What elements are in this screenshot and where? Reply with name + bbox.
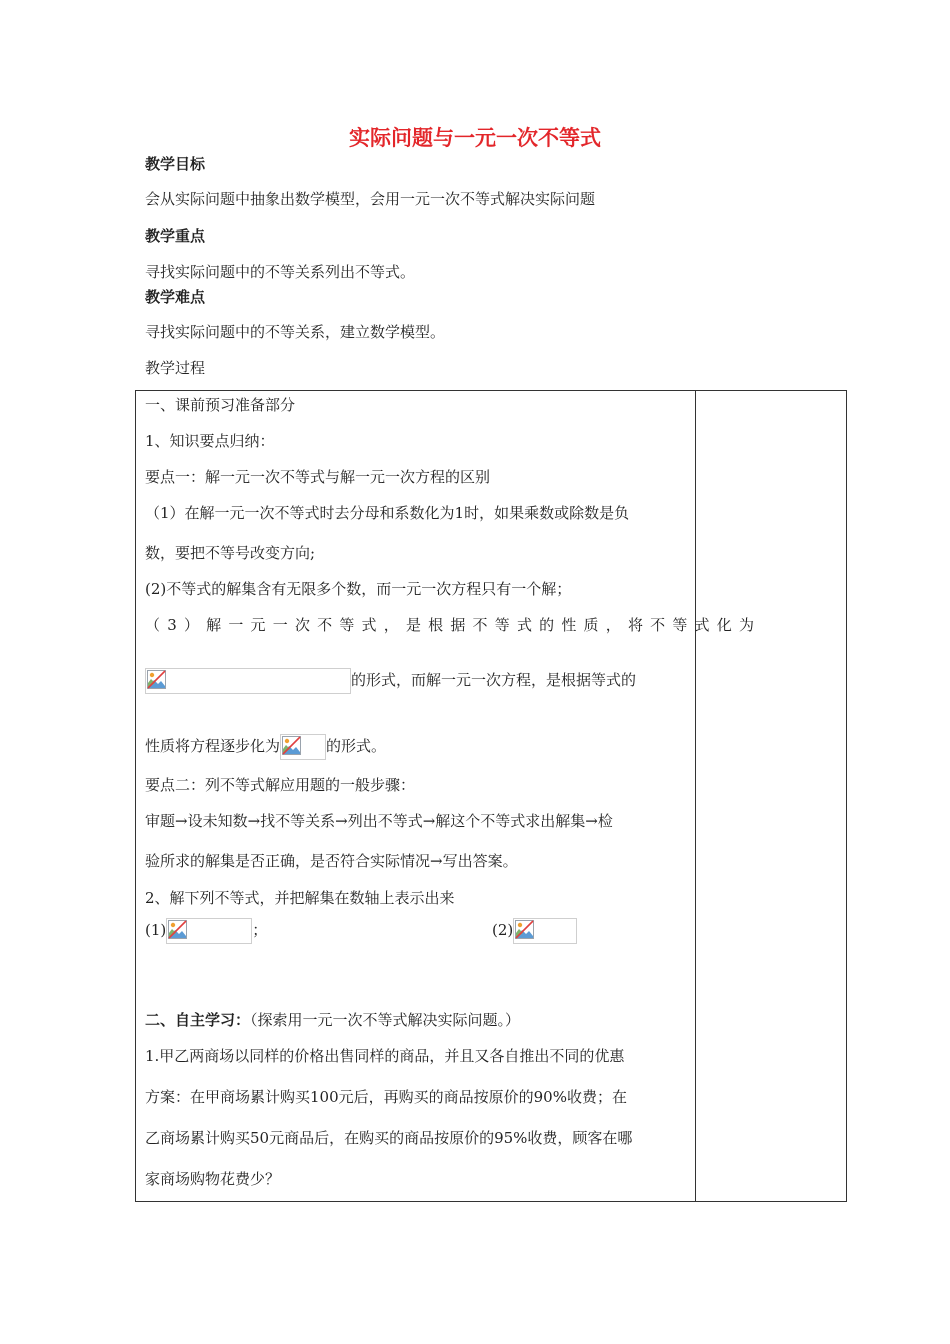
exercise-1-image [166, 918, 252, 944]
item1: 1、知识要点归纳： [145, 432, 275, 450]
steps-line1: 审题→设未知数→找不等关系→列出不等式→解这个不等式求出解集→检 [145, 812, 613, 830]
equation-form-image [280, 734, 326, 760]
broken-image-icon [515, 920, 534, 939]
section2-rest: （探索用一元一次不等式解决实际问题。） [250, 1011, 521, 1029]
inequality-form-image [145, 668, 351, 694]
broken-image-icon [282, 736, 301, 755]
note3-line1: （3）解一元一次不等式，是根据不等式的性质，将不等式化为 [145, 616, 762, 634]
key-points-text: 寻找实际问题中的不等关系列出不等式。 [145, 263, 416, 281]
note3-line3 [145, 734, 386, 760]
note3-line3-head: 性质将方程逐步化为 [145, 737, 281, 755]
objectives-text: 会从实际问题中抽象出数学模型，会用一元一次不等式解决实际问题 [145, 190, 596, 208]
exercise-1-label: (1) [145, 921, 167, 939]
key-points-heading: 教学重点 [145, 227, 206, 245]
item2: 2、解下列不等式，并把解集在数轴上表示出来 [145, 889, 455, 907]
note3-line2-text: 的形式，而解一元一次方程，是根据等式的 [351, 671, 637, 689]
exercise-2 [492, 918, 577, 944]
page-title: 实际问题与一元一次不等式 [349, 126, 601, 150]
difficulties-text: 寻找实际问题中的不等关系，建立数学模型。 [145, 323, 446, 341]
problem-line1: 1.甲乙两商场以同样的价格出售同样的商品，并且又各自推出不同的优惠 [145, 1047, 625, 1065]
point2: 要点二：列不等式解应用题的一般步骤： [145, 776, 416, 794]
process-label: 教学过程 [145, 359, 206, 377]
section1-heading: 一、课前预习准备部分 [145, 396, 296, 414]
note3-line2 [145, 668, 636, 694]
exercise-2-image [513, 918, 577, 944]
broken-image-icon [147, 670, 166, 689]
exercise-1 [145, 918, 267, 944]
note3-line3-tail: 的形式。 [326, 737, 387, 755]
steps-line2: 验所求的解集是否正确，是否符合实际情况→写出答案。 [145, 852, 518, 870]
difficulties-heading: 教学难点 [145, 288, 206, 306]
exercise-1-separator: ； [252, 921, 268, 939]
note1-line1: （1）在解一元一次不等式时去分母和系数化为1时，如果乘数或除数是负 [145, 504, 630, 522]
exercise-2-label: (2) [492, 921, 514, 939]
note1-line2: 数，要把不等号改变方向; [145, 544, 316, 562]
note2: (2)不等式的解集含有无限多个数，而一元一次方程只有一个解； [145, 580, 572, 598]
problem-line4: 家商场购物花费少？ [145, 1170, 281, 1188]
table-column-divider [695, 390, 696, 1202]
point1: 要点一：解一元一次不等式与解一元一次方程的区别 [145, 468, 491, 486]
problem-line3: 乙商场累计购买50元商品后，在购买的商品按原价的95%收费，顾客在哪 [145, 1129, 633, 1147]
section2-bold: 二、自主学习： [145, 1011, 251, 1029]
objectives-heading: 教学目标 [145, 155, 206, 173]
section2-heading [145, 1009, 520, 1030]
broken-image-icon [168, 920, 187, 939]
problem-line2: 方案：在甲商场累计购买100元后，再购买的商品按原价的90%收费；在 [145, 1088, 627, 1106]
